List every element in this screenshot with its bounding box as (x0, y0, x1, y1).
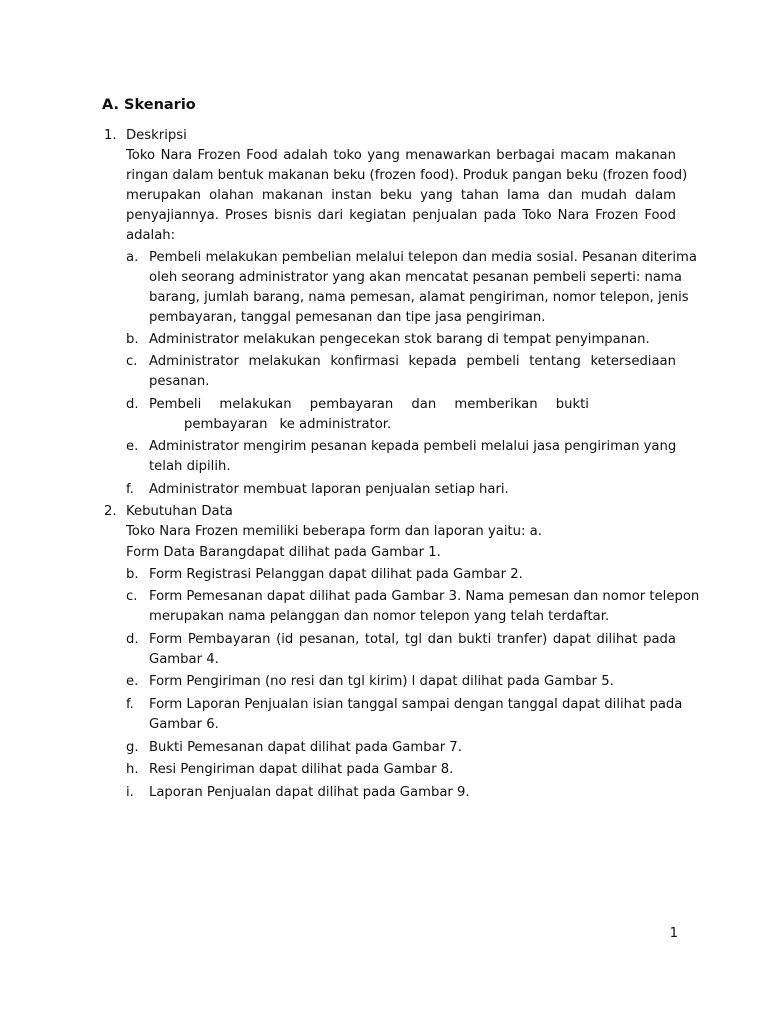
sub-item-spread-line (149, 395, 589, 415)
sub-item-line: Laporan Penjualan dapat dilihat pada Gambar 9. (149, 785, 470, 800)
paragraph-line: penyajiannya. Proses bisnis dari kegiatan penjualan pada Toko Nara Frozen Food (126, 208, 676, 223)
sub-item-line: Administrator melakukan konfirmasi kepada pembeli tentang ketersediaan (149, 354, 676, 369)
sub-item-line: barang, jumlah barang, nama pemesan, alamat pengiriman, nomor telepon, jenis (149, 290, 689, 305)
sub-item-letter: e. (126, 674, 139, 689)
sub-item-letter: b. (126, 567, 139, 582)
sub-item-line: Pembeli melakukan pembelian melalui telepon dan media sosial. Pesanan diterima (149, 250, 697, 265)
sub-item-line: Administrator melakukan pengecekan stok barang di tempat penyimpanan. (149, 332, 650, 347)
paragraph-line: Toko Nara Frozen memiliki beberapa form dan laporan yaitu: a. (126, 524, 542, 539)
sub-item-line: Form Laporan Penjualan isian tanggal sampai dengan tanggal dapat dilihat pada (149, 697, 683, 712)
word: dan (411, 397, 437, 412)
sub-item-line: Resi Pengiriman dapat dilihat pada Gambar 8. (149, 762, 454, 777)
sub-item-letter: d. (126, 632, 139, 647)
item-title: Kebutuhan Data (126, 504, 233, 519)
sub-item-letter: e. (126, 439, 139, 454)
sub-item-letter: f. (126, 697, 134, 712)
paragraph-line: merupakan olahan makanan instan beku yang tahan lama dan mudah dalam (126, 188, 676, 203)
sub-item-line: Form Pemesanan dapat dilihat pada Gambar 3. Nama pemesan dan nomor telepon (149, 589, 700, 604)
page-number: 1 (669, 926, 678, 941)
sub-item-line: telah dipilih. (149, 459, 231, 474)
sub-item-letter: f. (126, 482, 134, 497)
sub-item-line: Gambar 4. (149, 652, 219, 667)
sub-item-letter: i. (126, 785, 134, 800)
sub-item-line: pembayaran, tanggal pemesanan dan tipe jasa pengiriman. (149, 310, 546, 325)
sub-item-line: Administrator mengirim pesanan kepada pembeli melalui jasa pengiriman yang (149, 439, 677, 454)
paragraph-line: Toko Nara Frozen Food adalah toko yang menawarkan berbagai macam makanan (126, 148, 676, 163)
word: pembayaran (184, 417, 268, 432)
paragraph-line: ringan dalam bentuk makanan beku (frozen food). Produk pangan beku (frozen food) (126, 168, 688, 183)
sub-item-letter: c. (126, 354, 138, 369)
paragraph-line: Form Data Barangdapat dilihat pada Gambar 1. (126, 545, 441, 560)
item-title: Deskripsi (126, 128, 187, 143)
sub-item-line: merupakan nama pelanggan dan nomor telepon yang telah terdaftar. (149, 609, 610, 624)
sub-item-line: Administrator membuat laporan penjualan setiap hari. (149, 482, 509, 497)
sub-item-letter: a. (126, 250, 139, 265)
sub-item-continuation (184, 415, 391, 435)
section-heading: A. Skenario (102, 97, 196, 113)
sub-item-letter: g. (126, 740, 139, 755)
sub-item-line: oleh seorang administrator yang akan mencatat pesanan pembeli seperti: nama (149, 270, 682, 285)
sub-item-line: Form Pembayaran (id pesanan, total, tgl dan bukti tranfer) dapat dilihat pada (149, 632, 676, 647)
word: pembayaran (309, 397, 394, 412)
sub-item-line: Form Registrasi Pelanggan dapat dilihat pada Gambar 2. (149, 567, 523, 582)
item-number: 1. (104, 128, 117, 143)
sub-item-line: Gambar 6. (149, 717, 219, 732)
word: melakukan (219, 397, 292, 412)
sub-item-line: Bukti Pemesanan dapat dilihat pada Gambar 7. (149, 740, 462, 755)
sub-item-letter: h. (126, 762, 139, 777)
word: bukti (555, 397, 589, 412)
sub-item-letter: d. (126, 397, 139, 412)
paragraph-line: adalah: (126, 228, 176, 243)
sub-item-letter: b. (126, 332, 139, 347)
sub-item-line: pesanan. (149, 374, 210, 389)
word: memberikan (454, 397, 538, 412)
sub-item-line: Form Pengiriman (no resi dan tgl kirim) l dapat dilihat pada Gambar 5. (149, 674, 614, 689)
word: Pembeli (149, 397, 202, 412)
sub-item-letter: c. (126, 589, 138, 604)
word: ke administrator. (279, 417, 392, 432)
item-number: 2. (104, 504, 117, 519)
